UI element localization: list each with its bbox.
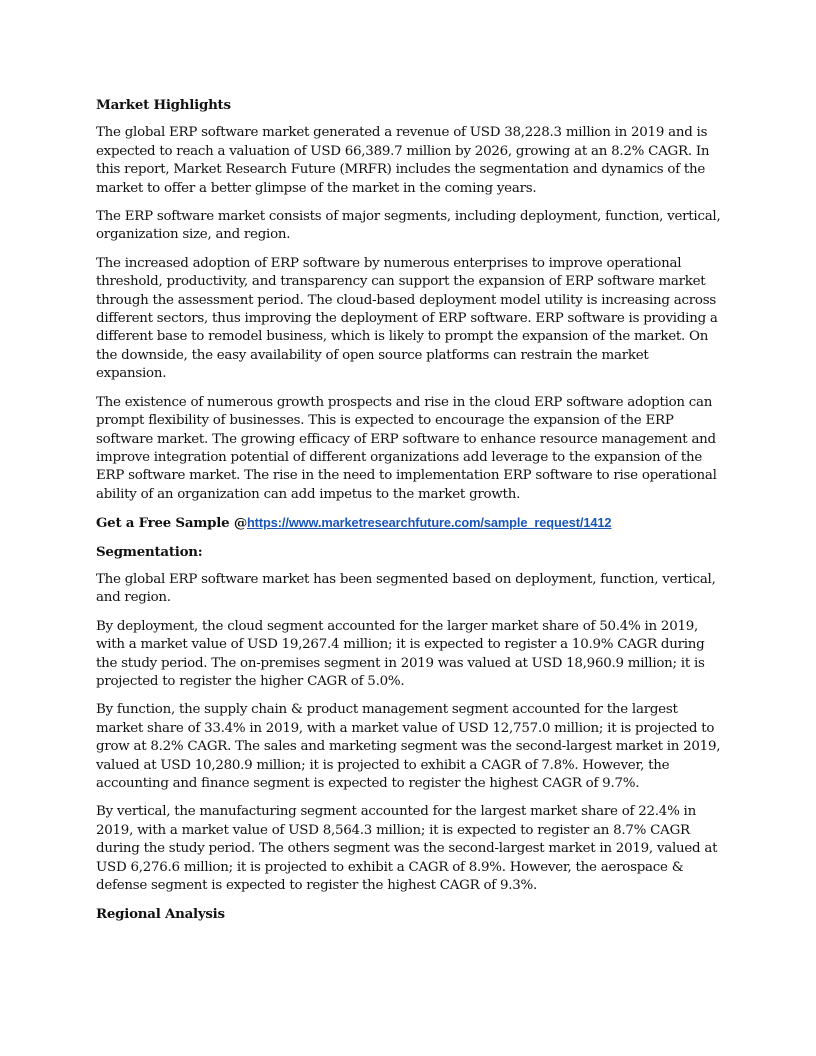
paragraph-revenue-overview: The global ERP software market generated a revenue of USD 38,228.3 million in 2019 and is expected to reach a valuation of USD 66,389.7 million by 2026, growing at an 8.2% CAGR. In this report, Market Research Future (MRFR) includes the segmentation and dynamics of the market to offer a better glimpse of the market in the coming years. xyxy=(96,125,710,196)
paragraph-by-deployment: By deployment, the cloud segment accounted for the larger market share of 50.4% in 2019, with a market value of USD 19,267.4 million; it is expected to register a 10.9% CAGR during the study period. The on-premises segment in 2019 was valued at USD 18,960.9 million; it is projected to register the higher CAGR of 5.0%. xyxy=(96,618,705,689)
sample-request-link[interactable]: https://www.marketresearchfuture.com/sample_request/1412 xyxy=(246,515,612,531)
free-sample-label: Get a Free Sample @ xyxy=(96,515,247,532)
market-highlights-heading: Market Highlights xyxy=(96,97,231,113)
segmentation-heading: Segmentation: xyxy=(96,543,203,560)
document-page xyxy=(96,96,722,934)
paragraph-segmentation-basis: The global ERP software market has been segmented based on deployment, function, vertical, and region. xyxy=(96,571,716,606)
regional-analysis-heading: Regional Analysis xyxy=(96,906,225,923)
paragraph-adoption-drivers: The increased adoption of ERP software by numerous enterprises to improve operational threshold, productivity, and transparency can support the expansion of ERP software market through the assessment period. The cloud-based deployment model utility is increasing across different sectors, thus improving the deployment of ERP software. ERP software is providing a different base to remodel business, which is likely to prompt the expansion of the market. On the downside, the easy availability of open source platforms can restrain the market expansion. xyxy=(96,255,718,382)
free-sample-line xyxy=(96,514,722,532)
paragraph-growth-prospects: The existence of numerous growth prospects and rise in the cloud ERP software adoption can prompt flexibility of businesses. This is expected to encourage the expansion of the ERP software market. The growing efficacy of ERP software to enhance resource management and improve integration potential of different organizations add leverage to the expansion of the ERP software market. The rise in the need to implementation ERP software to rise operational ability of an organization can add impetus to the market growth. xyxy=(96,394,717,502)
paragraph-major-segments: The ERP software market consists of major segments, including deployment, function, vertical, organization size, and region. xyxy=(96,209,721,243)
paragraph-by-function: By function, the supply chain & product management segment accounted for the largest market share of 33.4% in 2019, with a market value of USD 12,757.0 million; it is projected to grow at 8.2% CAGR. The sales and marketing segment was the second-largest market in 2019, valued at USD 10,280.9 million; it is projected to exhibit a CAGR of 7.8%. However, the accounting and finance segment is expected to register the highest CAGR of 9.7%. xyxy=(96,702,721,791)
paragraph-by-vertical: By vertical, the manufacturing segment accounted for the largest market share of 22.4% in 2019, with a market value of USD 8,564.3 million; it is expected to register an 8.7% CAGR during the study period. The others segment was the second-largest market in 2019, valued at USD 6,276.6 million; it is projected to exhibit a CAGR of 8.9%. However, the aerospace & defense segment is expected to register the highest CAGR of 9.3%. xyxy=(96,804,718,894)
